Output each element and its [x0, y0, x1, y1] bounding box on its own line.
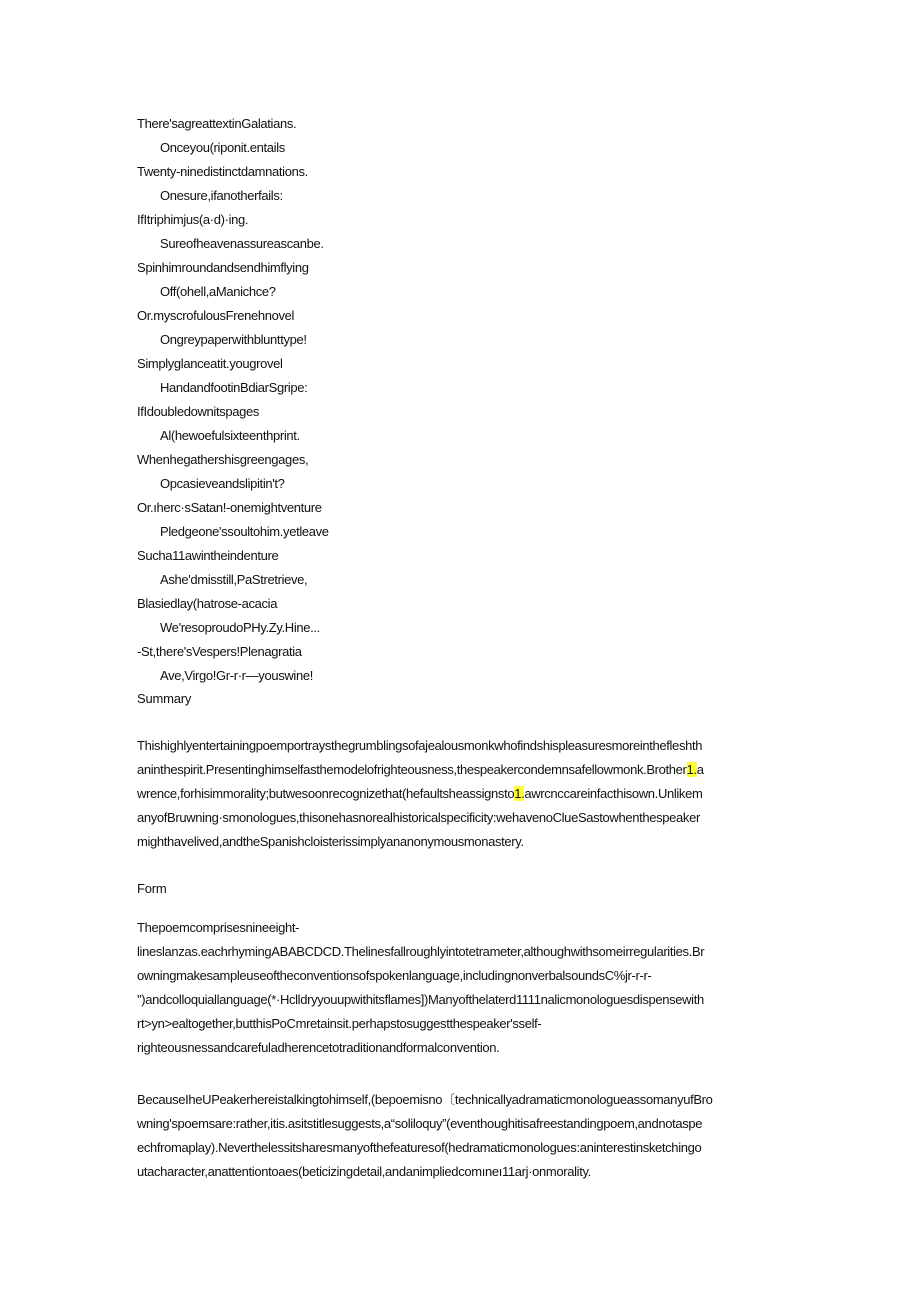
summary-line: mighthavelived,andtheSpanishcloisterissimplyananonymousmonastery. [137, 834, 524, 849]
poem-line: Or.ıherc·sSatan!-onemightventure [137, 500, 322, 515]
poem-line: Spinhimroundandsendhimflying [137, 260, 309, 275]
poem-line: Simplyglanceatit.yougrovel [137, 356, 283, 371]
form-paragraph-2 [137, 1088, 785, 1184]
form-line: rt>yn>ealtogether,butthisPoCmretainsit.perhapstosuggestthespeaker'sself- [137, 1016, 542, 1031]
poem-line: There'sagreattextinGalatians. [137, 116, 297, 131]
form-line: wning'spoemsare:rather,itis.asitstitlesuggests,a“soliloquy”(eventhoughitisafreestandingpoem,andnotaspe [137, 1116, 703, 1131]
poem-line: HandandfootinBdiarSgripe: [160, 380, 308, 395]
summary-line: anyofBruwning·smonologues,thisonehasnorealhistoricalspecificity:wehavenoClueSastowhenthespeaker [137, 810, 700, 825]
summary-text: wrence,forhisimmorality;butwesoonrecognizethat(hefaultsheassignsto [137, 786, 515, 801]
summary-paragraph [137, 734, 785, 854]
form-line: righteousnessandcarefuladherencetotraditionandformalconvention. [137, 1040, 500, 1055]
form-line: lineslanzas.eachrhymingABABCDCD.Thelinesfallroughlyintotetrameter,althoughwithsomeirregularities.Br [137, 944, 705, 959]
form-line: '')andcolloquiallanguage(*·Hclldryyouupwithitsflames])Manyofthelaterd1111nalicmonologuesdispensewith [137, 992, 704, 1007]
poem-line: -St,there'sVespers!Plenagratia [137, 644, 302, 659]
poem-line: Ongreypaperwithblunttype! [160, 332, 307, 347]
form-line: owningmakesampleuseoftheconventionsofspokenlanguage,includingnonverbalsoundsC%jr-r-r- [137, 968, 652, 983]
poem-line: IfIdoubledownitspages [137, 404, 260, 419]
poem-line: Onceyou(riponit.entails [160, 140, 285, 155]
form-paragraph-1 [137, 916, 785, 1060]
poem-line: Ave,Virgo!Gr-r·r—youswine! [160, 668, 313, 683]
poem-line: Blasiedlay(hatrose-acacia [137, 596, 278, 611]
summary-text: a [696, 762, 704, 777]
poem-line: Off(ohell,aManichce? [160, 284, 276, 299]
poem-line: Onesure,ifanotherfails: [160, 188, 283, 203]
poem-text [137, 112, 797, 688]
form-line: echfromaplay).Neverthelessitsharesmanyofthefeaturesof(hedramaticmonologues:aninterestinsketchingo [137, 1140, 702, 1155]
summary-line: Thishighlyentertainingpoemportraysthegrumblingsofajealousmonkwhofindshispleasuresmoreinthefleshth [137, 738, 703, 753]
poem-line: Pledgeone'ssoultohim.yetleave [160, 524, 329, 539]
poem-line: Whenhegathershisgreengages, [137, 452, 309, 467]
poem-line: Or.myscrofulousFrenehnovel [137, 308, 295, 323]
poem-line: We'resoproudoPHy.Zy.Hine... [160, 620, 320, 635]
poem-line: Opcasieveandslipitin't? [160, 476, 285, 491]
summary-heading: Summary [137, 691, 192, 706]
poem-line: Twenty-ninedistinctdamnations. [137, 164, 308, 179]
form-line: utacharacter,anattentiontoaes(beticizingdetail,andanimpliedcomıneı11arj·onmorality. [137, 1164, 591, 1179]
poem-line: Sureofheavenassureascanbe. [160, 236, 324, 251]
form-heading: Form [137, 881, 167, 896]
summary-text: aninthespirit.Presentinghimselfasthemodelofrighteousness,thespeakercondemnsafellowmonk.Brother [137, 762, 687, 777]
summary-line [137, 782, 785, 806]
poem-line: Al(hewoefulsixteenthprint. [160, 428, 300, 443]
poem-line: Ashe'dmisstill,PaStretrieve, [160, 572, 308, 587]
poem-line: Sucha11awintheindenture [137, 548, 279, 563]
form-line: BecauseIheUPeakerhereistalkingtohimself,(bepoemisno〔technicallyadramaticmonologueassomanyufBro [137, 1092, 713, 1107]
highlighted-text: 1. [514, 786, 525, 801]
highlighted-text: 1. [686, 762, 697, 777]
form-line: Thepoemcomprisesnineeight- [137, 920, 300, 935]
summary-text: awrcnccareinfacthisown.Unlikem [524, 786, 703, 801]
summary-line [137, 758, 785, 782]
poem-line: IfItriphimjus(a·d)·ing. [137, 212, 249, 227]
